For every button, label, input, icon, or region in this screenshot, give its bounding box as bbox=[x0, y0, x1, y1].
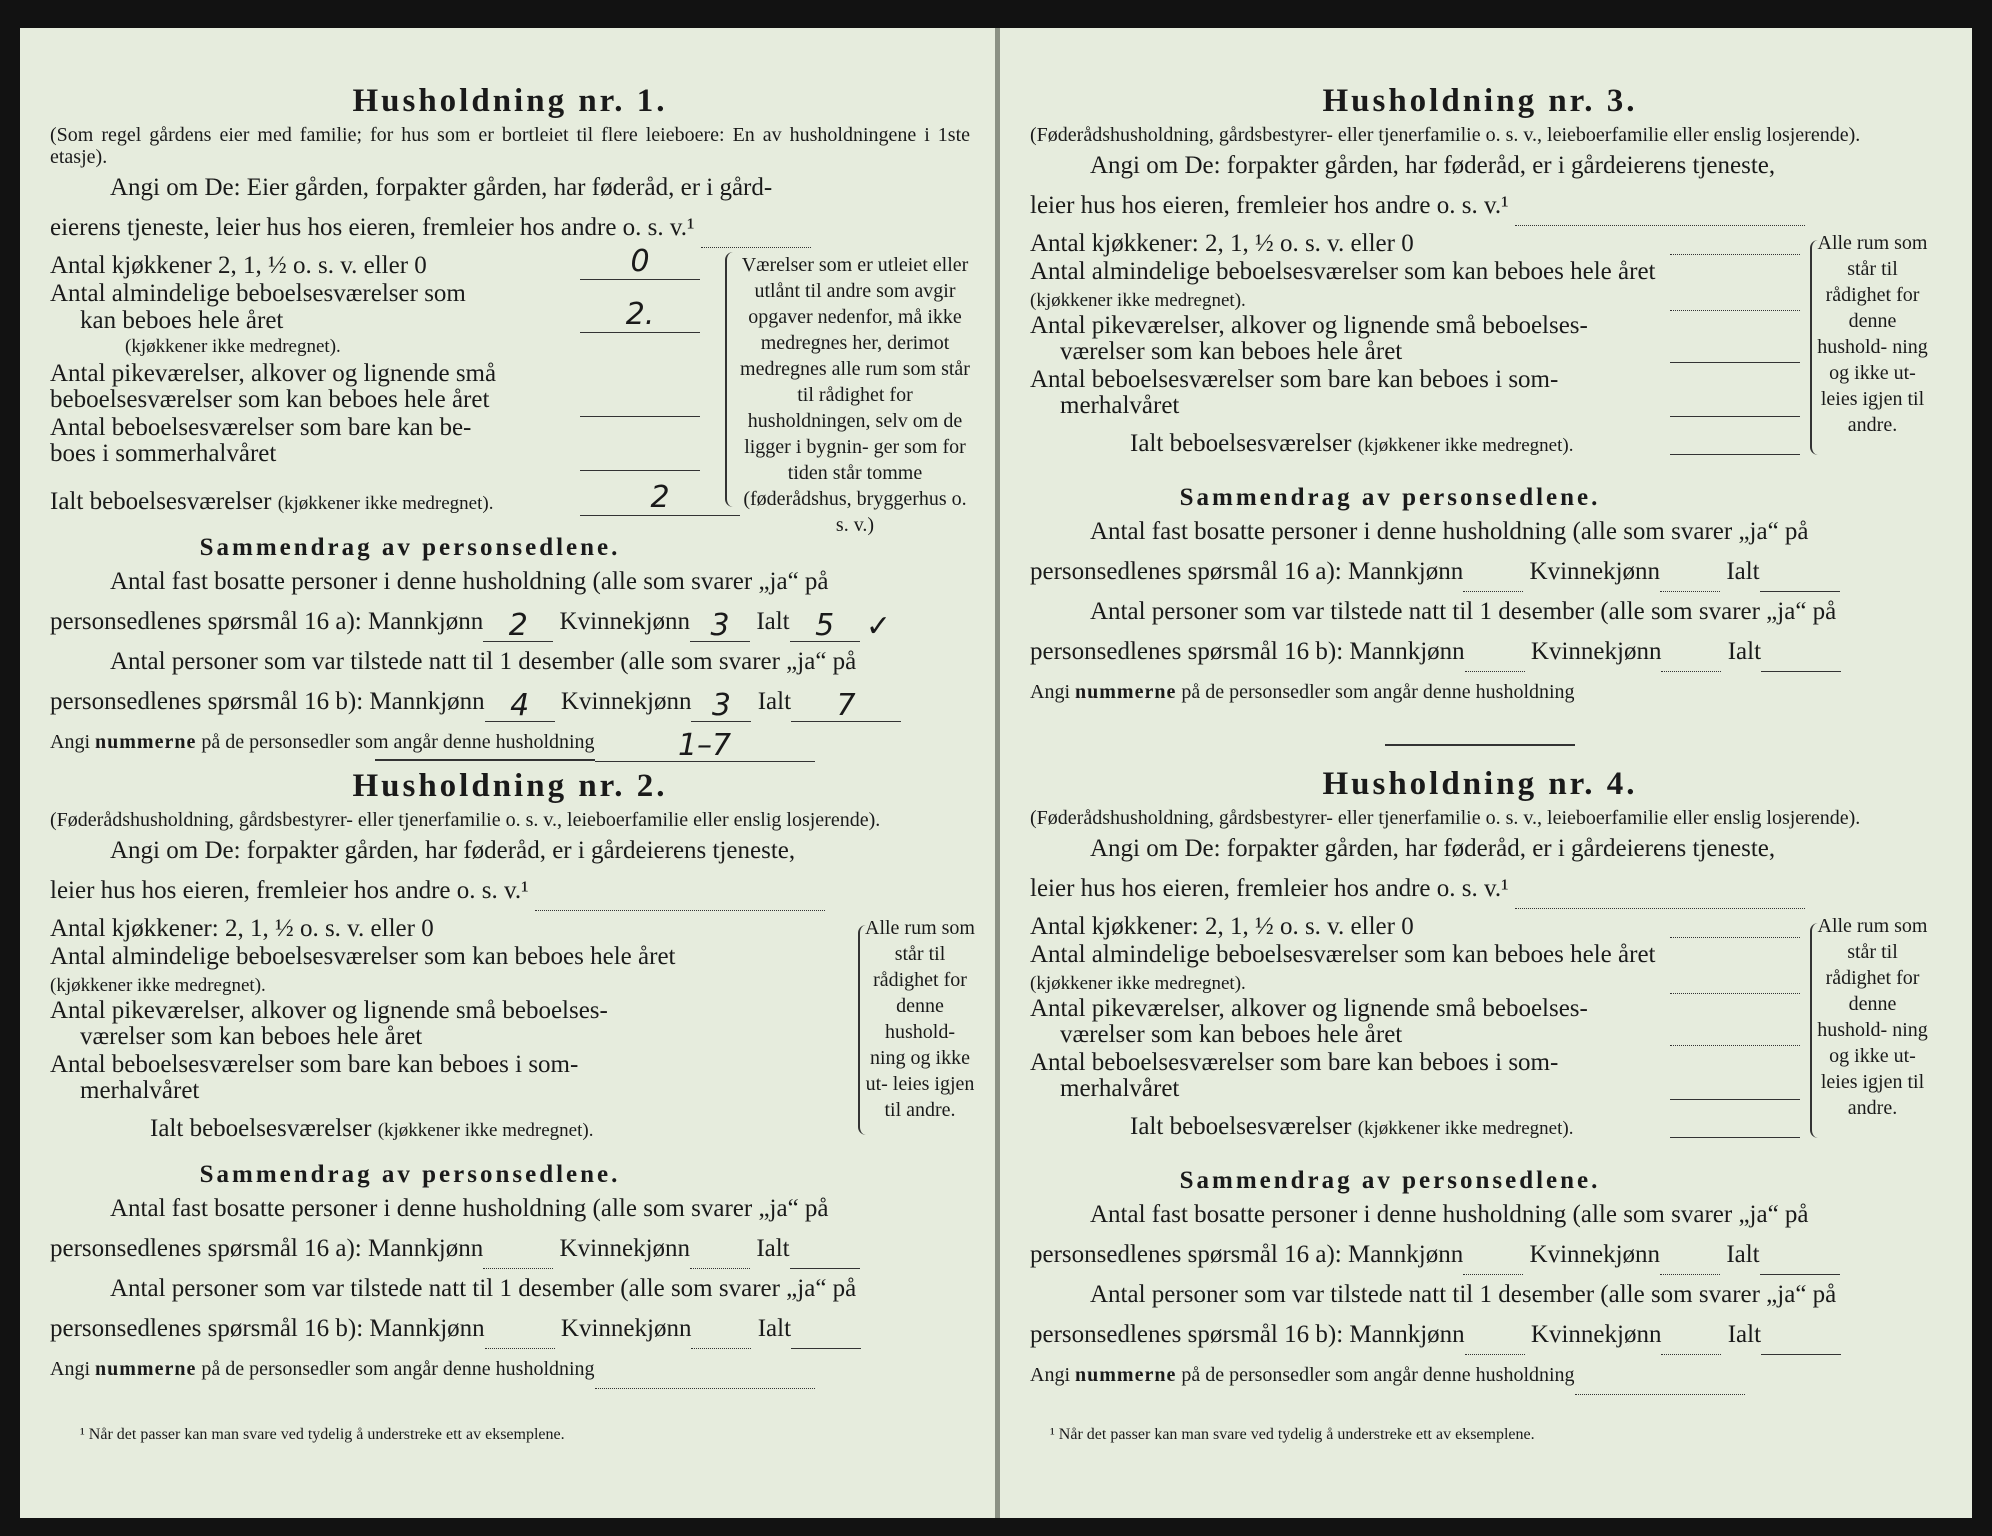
total-label bbox=[50, 488, 493, 517]
male-label: Mannkjønn bbox=[369, 1315, 485, 1342]
summer-answer[interactable] bbox=[1670, 392, 1800, 417]
numbers-answer[interactable] bbox=[1575, 1394, 1745, 1395]
male-label: Mannkjønn bbox=[1349, 638, 1465, 665]
ordinary-label-2: kan beboes hele året bbox=[80, 307, 284, 334]
household-note: (Som regel gårdens eier med familie; for hus som er bortleiet til flere leieboere: En av husholdningene i 1ste etasje). bbox=[50, 124, 970, 168]
footnote-text: Når det passer kan man svare ved tydelig å understreke ett av eksemplene. bbox=[1058, 1426, 1535, 1443]
q16a-line-1: Antal fast bosatte personer i denne husholdning (alle som svarer „ja“ på bbox=[1090, 1201, 1809, 1228]
total-label bbox=[1130, 1113, 1573, 1142]
q16a-line-1: Antal fast bosatte personer i denne husholdning (alle som svarer „ja“ på bbox=[1090, 518, 1809, 545]
kitchens-answer[interactable]: 0 bbox=[580, 244, 700, 280]
q16a-line-2 bbox=[50, 602, 970, 642]
male-label: Mannkjønn bbox=[367, 1235, 484, 1262]
small-rooms-answer[interactable] bbox=[580, 390, 700, 417]
kitchens-answer[interactable] bbox=[1670, 230, 1800, 255]
pres-total-answer[interactable] bbox=[1761, 1354, 1841, 1355]
ordinary-answer[interactable]: 2. bbox=[580, 297, 700, 333]
total-label-note: (kjøkkener ikke medregnet). bbox=[277, 493, 494, 514]
ialt-label: Ialt bbox=[1727, 1321, 1762, 1348]
total-label-note: (kjøkkener ikke medregnet). bbox=[1357, 1118, 1574, 1139]
q16b-line-2 bbox=[50, 682, 970, 722]
side-note: Alle rum som står til rådighet for denne hushold- ning og ikke ut- leies igjen til andre. bbox=[1817, 232, 1928, 436]
small-rooms-label-2: værelser som kan beboes hele året bbox=[1060, 1021, 1403, 1048]
q16a-line-2 bbox=[1030, 1235, 1930, 1275]
numbers-line bbox=[1030, 672, 1930, 712]
summary-title: Sammendrag av personsedlene. bbox=[1179, 484, 1601, 511]
household-title: Husholdning nr. 2. bbox=[352, 768, 668, 804]
pres-total-answer[interactable] bbox=[1761, 671, 1841, 672]
left-page bbox=[20, 28, 995, 1518]
ordinary-note: (kjøkkener ikke medregnet). bbox=[1030, 973, 1246, 994]
numbers-label-a: Angi bbox=[1030, 681, 1070, 703]
angi-line-1: Angi om De: forpakter gården, har føderåd, er i gårdeierens tjeneste, bbox=[1090, 835, 1776, 862]
small-rooms-answer[interactable] bbox=[1670, 338, 1800, 363]
small-rooms-label-2: værelser som kan beboes hele året bbox=[1060, 338, 1403, 365]
q16a-label: personsedlenes spørsmål 16 a): bbox=[50, 608, 362, 635]
numbers-label-b: nummerne bbox=[1075, 681, 1177, 703]
q16a-line-2 bbox=[50, 1229, 970, 1269]
summer-label-2: merhalvåret bbox=[1060, 1075, 1180, 1102]
numbers-line bbox=[1030, 1355, 1930, 1395]
female-label: Kvinnekjønn bbox=[1529, 558, 1661, 585]
angi-line-1: Angi om De: forpakter gården, har føderåd, er i gårdeierens tjeneste, bbox=[110, 837, 796, 864]
numbers-answer[interactable]: 1–7 bbox=[595, 731, 815, 762]
separator bbox=[375, 759, 595, 761]
male-label: Mannkjønn bbox=[1347, 1241, 1464, 1268]
angi-line-2 bbox=[50, 208, 970, 248]
numbers-label-a: Angi bbox=[50, 731, 90, 753]
summer-label-1: Antal beboelsesværelser som bare kan beboes i som- bbox=[1030, 1049, 1559, 1076]
total-answer[interactable]: 2 bbox=[580, 480, 740, 516]
pres-total-answer[interactable]: 7 bbox=[791, 691, 901, 722]
ordinary-label-text: Antal almindelige beboelsesværelser som kan beboes hele året bbox=[1030, 258, 1656, 285]
numbers-label-b: nummerne bbox=[95, 1358, 197, 1380]
rooms-section bbox=[1030, 230, 1930, 470]
numbers-label-a: Angi bbox=[1030, 1364, 1070, 1386]
male-label: Mannkjønn bbox=[1349, 1321, 1465, 1348]
household-title: Husholdning nr. 1. bbox=[352, 83, 668, 119]
kitchens-label: Antal kjøkkener: 2, 1, ½ o. s. v. eller 0 bbox=[1030, 913, 1414, 940]
small-rooms-label-1: Antal pikeværelser, alkover og lignende små beboelses- bbox=[50, 997, 608, 1024]
res-male-answer[interactable]: 2 bbox=[483, 611, 553, 642]
res-total-answer[interactable]: 5 bbox=[790, 611, 860, 642]
q16b-line-1: Antal personer som var tilstede natt til 1 desember (alle som svarer „ja“ på bbox=[1090, 1281, 1837, 1308]
angi-line-2 bbox=[1030, 869, 1930, 909]
angi-answer-line[interactable] bbox=[1515, 908, 1805, 909]
numbers-label-b: nummerne bbox=[1075, 1364, 1177, 1386]
ialt-label: Ialt bbox=[1727, 638, 1762, 665]
pres-female-answer[interactable]: 3 bbox=[691, 691, 751, 722]
summer-answer[interactable] bbox=[580, 444, 700, 471]
total-label bbox=[150, 1115, 593, 1144]
household-2 bbox=[50, 768, 975, 1389]
pres-male-answer[interactable]: 4 bbox=[485, 691, 555, 722]
ordinary-label bbox=[1030, 941, 1670, 997]
q16b-label: personsedlenes spørsmål 16 b): bbox=[1030, 1321, 1344, 1348]
male-label: Mannkjønn bbox=[367, 608, 484, 635]
q16b-line-2 bbox=[1030, 632, 1930, 672]
angi-answer-line[interactable] bbox=[535, 910, 825, 911]
small-rooms-label-2: værelser som kan beboes hele året bbox=[80, 1023, 423, 1050]
q16a-line-1: Antal fast bosatte personer i denne husholdning (alle som svarer „ja“ på bbox=[110, 1195, 829, 1222]
q16b-line-1: Antal personer som var tilstede natt til 1 desember (alle som svarer „ja“ på bbox=[1090, 598, 1837, 625]
summer-answer[interactable] bbox=[1670, 1075, 1800, 1100]
small-rooms-label-1: Antal pikeværelser, alkover og lignende små beboelses- bbox=[1030, 312, 1588, 339]
household-1 bbox=[50, 83, 970, 762]
ordinary-note: (kjøkkener ikke medregnet). bbox=[1030, 290, 1246, 311]
rooms-section bbox=[50, 915, 975, 1145]
right-page bbox=[1000, 28, 1972, 1518]
q16a-line-1: Antal fast bosatte personer i denne husholdning (alle som svarer „ja“ på bbox=[110, 568, 829, 595]
angi-line-2 bbox=[50, 871, 970, 911]
household-note: (Føderådshusholdning, gårdsbestyrer- eller tjenerfamilie o. s. v., leieboerfamilie eller enslig losjerende). bbox=[1030, 807, 1861, 829]
household-title: Husholdning nr. 3. bbox=[1322, 83, 1638, 119]
rooms-section bbox=[1030, 913, 1930, 1153]
q16b-line-1: Antal personer som var tilstede natt til 1 desember (alle som svarer „ja“ på bbox=[110, 1275, 857, 1302]
ordinary-label bbox=[1030, 258, 1670, 314]
total-label-note: (kjøkkener ikke medregnet). bbox=[377, 1120, 594, 1141]
footnote bbox=[1050, 1426, 1535, 1444]
household-note: (Føderådshusholdning, gårdsbestyrer- eller tjenerfamilie o. s. v., leieboerfamilie eller enslig losjerende). bbox=[1030, 124, 1861, 146]
ialt-label: Ialt bbox=[756, 608, 790, 635]
household-note: (Føderådshusholdning, gårdsbestyrer- eller tjenerfamilie o. s. v., leieboerfamilie eller enslig losjerende). bbox=[50, 809, 881, 831]
side-note: Alle rum som står til rådighet for denne hushold- ning og ikke ut- leies igjen til andre. bbox=[1817, 915, 1928, 1119]
total-label-text: Ialt beboelsesværelser bbox=[1130, 1113, 1352, 1140]
female-label: Kvinnekjønn bbox=[559, 1235, 691, 1262]
footnote-text: Når det passer kan man svare ved tydelig å understreke ett av eksemplene. bbox=[88, 1426, 565, 1443]
side-note: Alle rum som står til rådighet for denne hushold- ning og ikke ut- leies igjen til andre. bbox=[865, 917, 975, 1121]
ordinary-label-text: Antal almindelige beboelsesværelser som kan beboes hele året bbox=[50, 943, 676, 970]
small-rooms-answer[interactable] bbox=[1670, 1021, 1800, 1046]
ialt-label: Ialt bbox=[757, 688, 792, 715]
kitchens-label: Antal kjøkkener: 2, 1, ½ o. s. v. eller 0 bbox=[1030, 230, 1414, 257]
male-label: Mannkjønn bbox=[369, 688, 485, 715]
ordinary-label-1: Antal almindelige beboelsesværelser som bbox=[50, 280, 466, 307]
q16a-label: personsedlenes spørsmål 16 a): bbox=[1030, 1241, 1342, 1268]
angi-answer-line[interactable] bbox=[1515, 225, 1805, 226]
summer-label-1: Antal beboelsesværelser som bare kan be- bbox=[50, 414, 472, 441]
footnote-marker: ¹ bbox=[80, 1426, 85, 1443]
q16b-line-2 bbox=[50, 1309, 970, 1349]
footnote bbox=[80, 1426, 565, 1444]
kitchens-label: Antal kjøkkener 2, 1, ½ o. s. v. eller 0 bbox=[50, 252, 427, 279]
footnote-marker: ¹ bbox=[1050, 1426, 1055, 1443]
female-label: Kvinnekjønn bbox=[560, 1315, 692, 1342]
total-answer[interactable] bbox=[1670, 430, 1800, 455]
res-check-mark: ✓ bbox=[865, 609, 892, 644]
brace bbox=[725, 252, 739, 507]
q16a-label: personsedlenes spørsmål 16 a): bbox=[50, 1235, 362, 1262]
ialt-label: Ialt bbox=[1726, 1241, 1760, 1268]
male-label: Mannkjønn bbox=[1347, 558, 1464, 585]
ialt-label: Ialt bbox=[756, 1235, 790, 1262]
total-label-note: (kjøkkener ikke medregnet). bbox=[1357, 435, 1574, 456]
q16b-label: personsedlenes spørsmål 16 b): bbox=[50, 1315, 364, 1342]
household-3 bbox=[1030, 83, 1930, 712]
numbers-line bbox=[50, 1349, 970, 1389]
res-female-answer[interactable]: 3 bbox=[690, 611, 750, 642]
angi-text: leier hus hos eieren, fremleier hos andre o. s. v.¹ bbox=[50, 877, 529, 904]
summer-label-2: boes i sommerhalvåret bbox=[50, 440, 277, 467]
ordinary-answer[interactable] bbox=[1670, 286, 1800, 311]
angi-text: leier hus hos eieren, fremleier hos andre o. s. v.¹ bbox=[1030, 192, 1509, 219]
total-answer[interactable] bbox=[1670, 1113, 1800, 1138]
kitchens-label: Antal kjøkkener: 2, 1, ½ o. s. v. eller 0 bbox=[50, 915, 434, 942]
total-label-text: Ialt beboelsesværelser bbox=[50, 488, 272, 515]
q16b-label: personsedlenes spørsmål 16 b): bbox=[50, 688, 364, 715]
numbers-label-c: på de personsedler som angår denne husholdning bbox=[1181, 1364, 1575, 1386]
small-rooms-label-1: Antal pikeværelser, alkover og lignende små beboelses- bbox=[1030, 995, 1588, 1022]
separator bbox=[1385, 744, 1575, 746]
summary-title: Sammendrag av personsedlene. bbox=[199, 534, 621, 561]
numbers-label-c: på de personsedler som angår denne husholdning bbox=[1181, 681, 1575, 703]
q16a-line-2 bbox=[1030, 552, 1930, 592]
q16a-label: personsedlenes spørsmål 16 a): bbox=[1030, 558, 1342, 585]
total-label-text: Ialt beboelsesværelser bbox=[1130, 430, 1352, 457]
summer-label-1: Antal beboelsesværelser som bare kan beboes i som- bbox=[1030, 366, 1559, 393]
summer-label-2: merhalvåret bbox=[80, 1077, 200, 1104]
ordinary-note: (kjøkkener ikke medregnet). bbox=[50, 975, 266, 996]
rooms-section bbox=[50, 244, 970, 536]
numbers-label-a: Angi bbox=[50, 1358, 90, 1380]
ialt-label: Ialt bbox=[757, 1315, 792, 1342]
summary-title: Sammendrag av personsedlene. bbox=[199, 1161, 621, 1188]
q16b-label: personsedlenes spørsmål 16 b): bbox=[1030, 638, 1344, 665]
small-rooms-label-1: Antal pikeværelser, alkover og lignende små bbox=[50, 360, 497, 387]
female-label: Kvinnekjønn bbox=[560, 688, 692, 715]
angi-answer-line[interactable] bbox=[701, 247, 811, 248]
female-label: Kvinnekjønn bbox=[1530, 638, 1662, 665]
numbers-label-c: på de personsedler som angår denne husholdning bbox=[201, 1358, 595, 1380]
q16b-line-1: Antal personer som var tilstede natt til 1 desember (alle som svarer „ja“ på bbox=[110, 648, 857, 675]
numbers-label-b: nummerne bbox=[95, 731, 197, 753]
female-label: Kvinnekjønn bbox=[559, 608, 691, 635]
kitchens-answer[interactable] bbox=[1670, 913, 1800, 938]
angi-text: leier hus hos eieren, fremleier hos andre o. s. v.¹ bbox=[1030, 875, 1509, 902]
female-label: Kvinnekjønn bbox=[1529, 1241, 1661, 1268]
numbers-label-c: på de personsedler som angår denne husholdning bbox=[201, 731, 595, 753]
household-title: Husholdning nr. 4. bbox=[1322, 766, 1638, 802]
summary-title: Sammendrag av personsedlene. bbox=[1179, 1167, 1601, 1194]
small-rooms-label-2: beboelsesværelser som kan beboes hele året bbox=[50, 386, 490, 413]
ialt-label: Ialt bbox=[1726, 558, 1760, 585]
ordinary-label-text: Antal almindelige beboelsesværelser som kan beboes hele året bbox=[1030, 941, 1656, 968]
summer-label-2: merhalvåret bbox=[1060, 392, 1180, 419]
q16b-line-2 bbox=[1030, 1315, 1930, 1355]
angi-line-2 bbox=[1030, 186, 1930, 226]
angi-line-1: Angi om De: forpakter gården, har føderåd, er i gårdeierens tjeneste, bbox=[1090, 152, 1776, 179]
ordinary-label bbox=[50, 943, 690, 999]
angi-line-1: Angi om De: Eier gården, forpakter gården, har føderåd, er i gård- bbox=[110, 174, 773, 201]
total-label bbox=[1130, 430, 1573, 459]
total-label-text: Ialt beboelsesværelser bbox=[150, 1115, 372, 1142]
household-4 bbox=[1030, 766, 1930, 1395]
numbers-answer[interactable] bbox=[595, 1388, 815, 1389]
numbers-line bbox=[50, 722, 970, 762]
ordinary-answer[interactable] bbox=[1670, 969, 1800, 994]
side-note: Værelser som er utleiet eller utlånt til andre som avgir opgaver nedenfor, må ikke medregnes her, derimot medregnes alle rum som står til rådighet for husholdningen, selv om de ligger i bygnin- ger som for tiden står tomme (føderådshus, bryggerhus o. s. v.) bbox=[740, 254, 970, 536]
female-label: Kvinnekjønn bbox=[1530, 1321, 1662, 1348]
angi-text: eierens tjeneste, leier hus hos eieren, fremleier hos andre o. s. v.¹ bbox=[50, 214, 695, 241]
ordinary-note: (kjøkkener ikke medregnet). bbox=[125, 336, 341, 357]
summer-label-1: Antal beboelsesværelser som bare kan beboes i som- bbox=[50, 1051, 579, 1078]
